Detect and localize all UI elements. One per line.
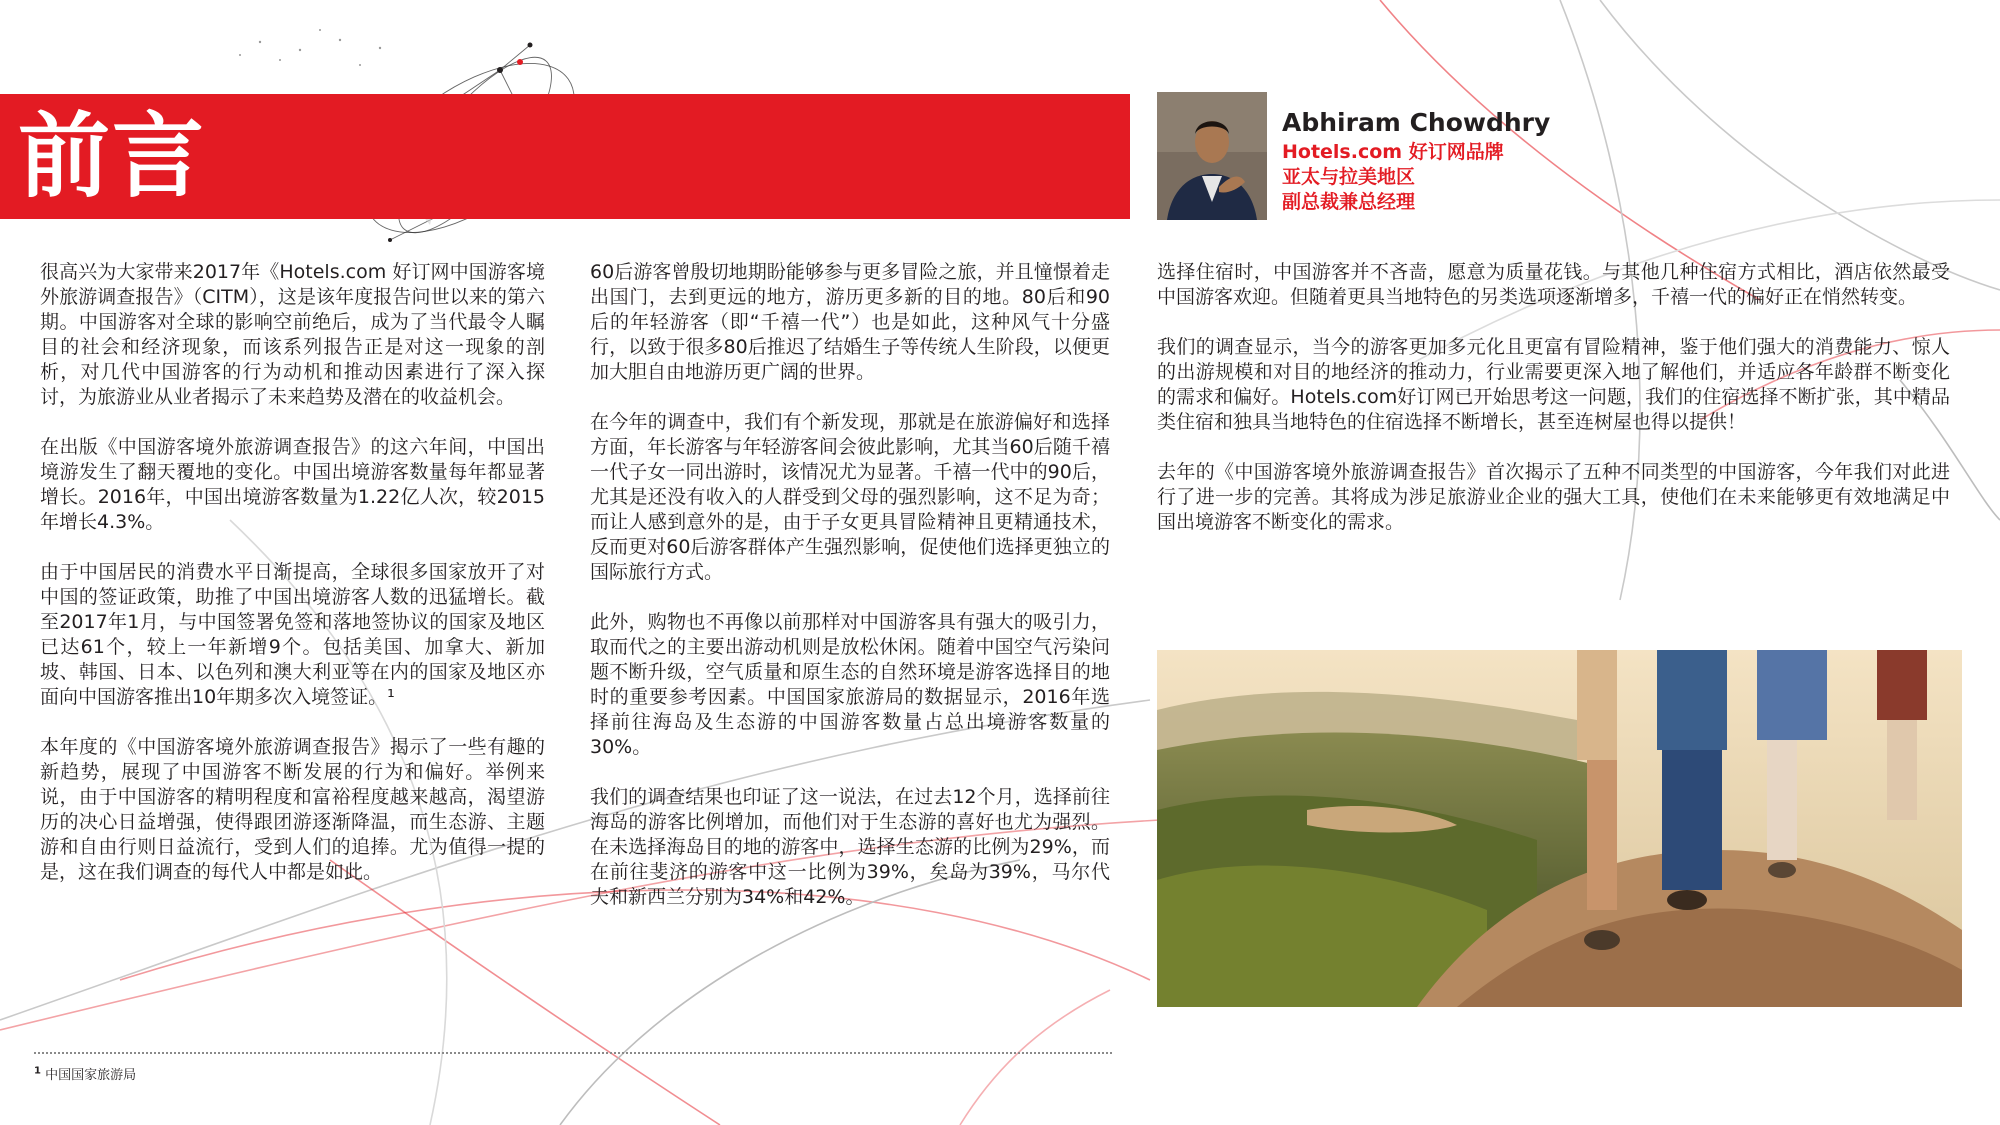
paragraph: 60后游客曾殷切地期盼能够参与更多冒险之旅，并且憧憬着走出国门，去到更远的地方，游历更多新的目的地。80后和90后的年轻游客（即“千禧一代”）也是如此，这种风气十分盛行，以致于很多80后推迟了结婚生子等传统人生阶段，以便更加大胆自由地游历更广阔的世界。 [590,261,1110,383]
executive-company: Hotels.com 好订网品牌 [1282,141,1504,163]
paragraph: 在今年的调查中，我们有个新发现，那就是在旅游偏好和选择方面，年长游客与年轻游客间会彼此影响，尤其当60后随千禧一代子女一同出游时，该情况尤为显著。千禧一代中的90后，尤其是还没有收入的人群受到父母的强烈影响，这不足为奇；而让人感到意外的是，由于子女更具冒险精神且更精通技术，反而更对60后游客群体产生强烈影响，促使他们选择更独立的国际旅行方式。 [590,411,1110,583]
body-column-2 [590,260,1110,935]
footnote [34,1064,136,1083]
footnote-divider [34,1052,1112,1054]
paragraph: 我们的调查结果也印证了这一说法，在过去12个月，选择前往海岛的游客比例增加，而他们对于生态游的喜好也尤为强烈。在未选择海岛目的地的游客中，选择生态游的比例为29%，而在前往斐济的游客中这一比例为39%，矣岛为39%，马尔代夫和新西兰分别为34%和42%。 [590,786,1110,908]
paragraph: 此外，购物也不再像以前那样对中国游客具有强大的吸引力，取而代之的主要出游动机则是放松休闲。随着中国空气污染问题不断升级，空气质量和原生态的自然环境是游客选择目的地时的重要参考因素。中国国家旅游局的数据显示，2016年选择前往海岛及生态游的中国游客数量占总出境游客数量的30%。 [590,611,1110,758]
executive-name: Abhiram Chowdhry [1282,108,1551,137]
paragraph: 去年的《中国游客境外旅游调查报告》首次揭示了五种不同类型的中国游客，今年我们对此进行了进一步的完善。其将成为涉足旅游业企业的强大工具，使他们在未来能够更有效地满足中国出境游客不断变化的需求。 [1157,461,1950,533]
executive-portrait [1157,92,1267,220]
title-bar [0,94,1130,219]
paragraph: 在出版《中国游客境外旅游调查报告》的这六年间，中国出境游发生了翻天覆地的变化。中国出境游客数量每年都显著增长。2016年，中国出境游客数量为1.22亿人次，较2015年增长4.3%。 [40,436,545,533]
executive-role: 副总裁兼总经理 [1282,191,1416,213]
paragraph: 很高兴为大家带来2017年《Hotels.com 好订网中国游客境外旅游调查报告》（CITM），这是该年度报告问世以来的第六期。中国游客对全球的影响空前绝后，成为了当代最令人瞩目的社会和经济现象，而该系列报告正是对这一现象的剖析，对几代中国游客的行为动机和推动因素进行了深入探讨，为旅游业从业者揭示了未来趋势及潜在的收益机会。 [40,261,545,408]
body-column-3 [1157,260,1950,560]
hikers-photo [1157,650,1962,1007]
paragraph: 选择住宿时，中国游客并不吝啬，愿意为质量花钱。与其他几种住宿方式相比，酒店依然最受中国游客欢迎。但随着更具当地特色的另类选项逐渐增多，千禧一代的偏好正在悄然转变。 [1157,261,1950,308]
paragraph: 本年度的《中国游客境外旅游调查报告》揭示了一些有趣的新趋势，展现了中国游客不断发展的行为和偏好。举例来说，由于中国游客的精明程度和富裕程度越来越高，渴望游历的决心日益增强，使得跟团游逐渐降温，而生态游、主题游和自由行则日益流行，受到人们的追捧。尤为值得一提的是，这在我们调查的每代人中都是如此。 [40,736,545,883]
executive-region: 亚太与拉美地区 [1282,166,1416,188]
paragraph: 由于中国居民的消费水平日渐提高，全球很多国家放开了对中国的签证政策，助推了中国出境游客人数的迅猛增长。截至2017年1月，与中国签署免签和落地签协议的国家及地区已达61个，较上一年新增9个。包括美国、加拿大、新加坡、韩国、日本、以色列和澳大利亚等在内的国家及地区亦面向中国游客推出10年期多次入境签证。¹ [40,561,545,708]
paragraph: 我们的调查显示，当今的游客更加多元化且更富有冒险精神，鉴于他们强大的消费能力、惊人的出游规模和对目的地经济的推动力，行业需要更深入地了解他们，并适应各年龄群不断变化的需求和偏好。Hotels.com好订网已开始思考这一问题，我们的住宿选择不断扩张，其中精品类住宿和独具当地特色的住宿选择不断增长，甚至连树屋也得以提供！ [1157,336,1950,433]
page-title: 前言 [18,103,207,210]
footnote-marker: 1 [34,1065,41,1077]
footnote-text: 中国国家旅游局 [45,1068,137,1083]
body-column-1 [40,260,545,910]
